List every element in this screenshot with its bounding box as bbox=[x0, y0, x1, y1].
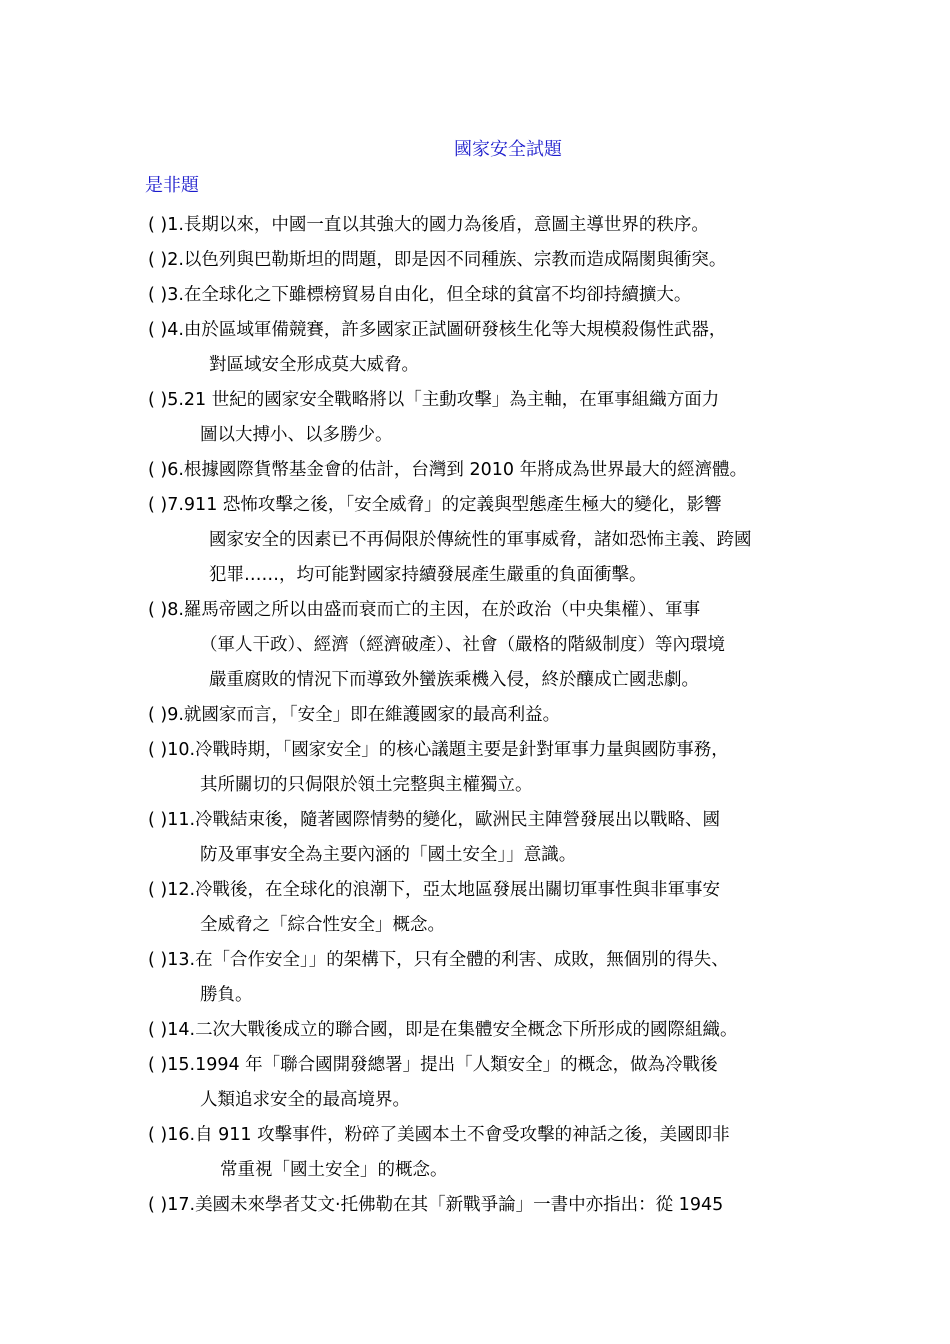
question-item bbox=[148, 873, 828, 943]
question-list bbox=[148, 208, 828, 1223]
question-number: 5. bbox=[167, 390, 184, 410]
question-text: 根據國際貨幣基金會的估計，台灣到 2010 年將成為世界最大的經濟體。 bbox=[183, 460, 748, 480]
question-number: 13. bbox=[167, 950, 196, 970]
section-heading: 是非題 bbox=[145, 175, 199, 196]
question-text: 以色列與巴勒斯坦的問題，即是因不同種族、宗教而造成隔閡與衝突。 bbox=[183, 250, 727, 270]
answer-bracket[interactable]: ( ) bbox=[148, 1055, 168, 1075]
question-item bbox=[148, 208, 828, 243]
question-number: 3. bbox=[167, 285, 184, 305]
question-item bbox=[148, 453, 828, 488]
question-number: 6. bbox=[167, 460, 184, 480]
question-number: 7. bbox=[167, 495, 184, 515]
question-text: 21 世紀的國家安全戰略將以「主動攻擊」為主軸，在軍事組織方面力 bbox=[183, 390, 720, 410]
answer-bracket[interactable]: ( ) bbox=[148, 390, 168, 410]
question-number: 2. bbox=[167, 250, 184, 270]
question-number: 14. bbox=[167, 1020, 196, 1040]
question-item bbox=[148, 943, 828, 1013]
question-item bbox=[148, 803, 828, 873]
question-text: 由於區域軍備競賽，許多國家正試圖研發核生化等大規模殺傷性武器， bbox=[183, 320, 727, 340]
question-text-continued: 犯罪……，均可能對國家持續發展產生嚴重的負面衝擊。 bbox=[209, 565, 647, 585]
question-text: 羅馬帝國之所以由盛而衰而亡的主因，在於政治（中央集權）、軍事 bbox=[183, 600, 701, 620]
question-item bbox=[148, 1013, 828, 1048]
question-text-continued: 防及軍事安全為主要內涵的「國土安全」」意識。 bbox=[200, 845, 577, 865]
question-text-continued: 國家安全的因素已不再侷限於傳統性的軍事威脅，諸如恐怖主義、跨國 bbox=[209, 530, 752, 550]
question-text-continued: 常重視「國土安全」的概念。 bbox=[220, 1160, 448, 1180]
document-title: 國家安全試題 bbox=[454, 139, 562, 160]
question-item bbox=[148, 278, 828, 313]
question-item bbox=[148, 1118, 828, 1188]
answer-bracket[interactable]: ( ) bbox=[148, 600, 168, 620]
question-text: 在全球化之下雖標榜貿易自由化，但全球的貧富不均卻持續擴大。 bbox=[183, 285, 692, 305]
question-number: 8. bbox=[167, 600, 184, 620]
answer-bracket[interactable]: ( ) bbox=[148, 215, 168, 235]
question-text-continued: 其所關切的只侷限於領土完整與主權獨立。 bbox=[200, 775, 533, 795]
question-item bbox=[148, 698, 828, 733]
question-text-continued: 全威脅之「綜合性安全」概念。 bbox=[200, 915, 445, 935]
question-number: 1. bbox=[167, 215, 184, 235]
answer-bracket[interactable]: ( ) bbox=[148, 495, 168, 515]
question-item bbox=[148, 1188, 828, 1223]
answer-bracket[interactable]: ( ) bbox=[148, 460, 168, 480]
answer-bracket[interactable]: ( ) bbox=[148, 705, 168, 725]
question-item bbox=[148, 488, 828, 593]
answer-bracket[interactable]: ( ) bbox=[148, 250, 168, 270]
answer-bracket[interactable]: ( ) bbox=[148, 810, 168, 830]
question-number: 11. bbox=[167, 810, 196, 830]
answer-bracket[interactable]: ( ) bbox=[148, 285, 168, 305]
question-text-continued: 圖以大搏小、以多勝少。 bbox=[200, 425, 393, 445]
answer-bracket[interactable]: ( ) bbox=[148, 1020, 168, 1040]
question-number: 15. bbox=[167, 1055, 196, 1075]
answer-bracket[interactable]: ( ) bbox=[148, 1195, 168, 1215]
question-text: 冷戰後，在全球化的浪潮下，亞太地區發展出關切軍事性與非軍事安 bbox=[195, 880, 721, 900]
question-number: 4. bbox=[167, 320, 184, 340]
question-text-continued: （軍人干政）、經濟（經濟破產）、社會（嚴格的階級制度）等內環境 bbox=[200, 635, 725, 655]
question-text: 冷戰結束後，隨著國際情勢的變化，歐洲民主陣營發展出以戰略、國 bbox=[195, 810, 721, 830]
question-text: 美國未來學者艾文·托佛勒在其「新戰爭論」一書中亦指出：從 1945 bbox=[195, 1195, 724, 1215]
question-text: 1994 年「聯合國開發總署」提出「人類安全」的概念，做為冷戰後 bbox=[195, 1055, 718, 1075]
question-item bbox=[148, 733, 828, 803]
answer-bracket[interactable]: ( ) bbox=[148, 950, 168, 970]
question-number: 17. bbox=[167, 1195, 196, 1215]
question-text: 就國家而言，「安全」即在維護國家的最高利益。 bbox=[183, 705, 561, 725]
answer-bracket[interactable]: ( ) bbox=[148, 320, 168, 340]
question-item bbox=[148, 593, 828, 698]
question-number: 9. bbox=[167, 705, 184, 725]
question-text: 二次大戰後成立的聯合國，即是在集體安全概念下所形成的國際組織。 bbox=[195, 1020, 738, 1040]
question-text-continued: 對區域安全形成莫大威脅。 bbox=[209, 355, 419, 375]
question-item bbox=[148, 1048, 828, 1118]
question-text-continued: 人類追求安全的最高境界。 bbox=[200, 1090, 410, 1110]
question-number: 10. bbox=[167, 740, 196, 760]
question-text: 冷戰時期，「國家安全」的核心議題主要是針對軍事力量與國防事務， bbox=[195, 740, 729, 760]
question-number: 12. bbox=[167, 880, 196, 900]
question-text: 在「合作安全」」的架構下，只有全體的利害、成敗，無個別的得失、 bbox=[195, 950, 729, 970]
question-text: 長期以來，中國一直以其強大的國力為後盾，意圖主導世界的秩序。 bbox=[183, 215, 709, 235]
answer-bracket[interactable]: ( ) bbox=[148, 1125, 168, 1145]
question-text: 自 911 攻擊事件，粉碎了美國本土不會受攻擊的神話之後，美國即非 bbox=[195, 1125, 730, 1145]
answer-bracket[interactable]: ( ) bbox=[148, 740, 168, 760]
question-text-continued: 勝負。 bbox=[200, 985, 253, 1005]
answer-bracket[interactable]: ( ) bbox=[148, 880, 168, 900]
question-item bbox=[148, 243, 828, 278]
question-number: 16. bbox=[167, 1125, 196, 1145]
question-text: 911 恐怖攻擊之後，「安全威脅」的定義與型態產生極大的變化，影響 bbox=[183, 495, 722, 515]
question-item bbox=[148, 383, 828, 453]
question-item bbox=[148, 313, 828, 383]
question-text-continued: 嚴重腐敗的情況下而導致外蠻族乘機入侵，終於釀成亡國悲劇。 bbox=[209, 670, 699, 690]
